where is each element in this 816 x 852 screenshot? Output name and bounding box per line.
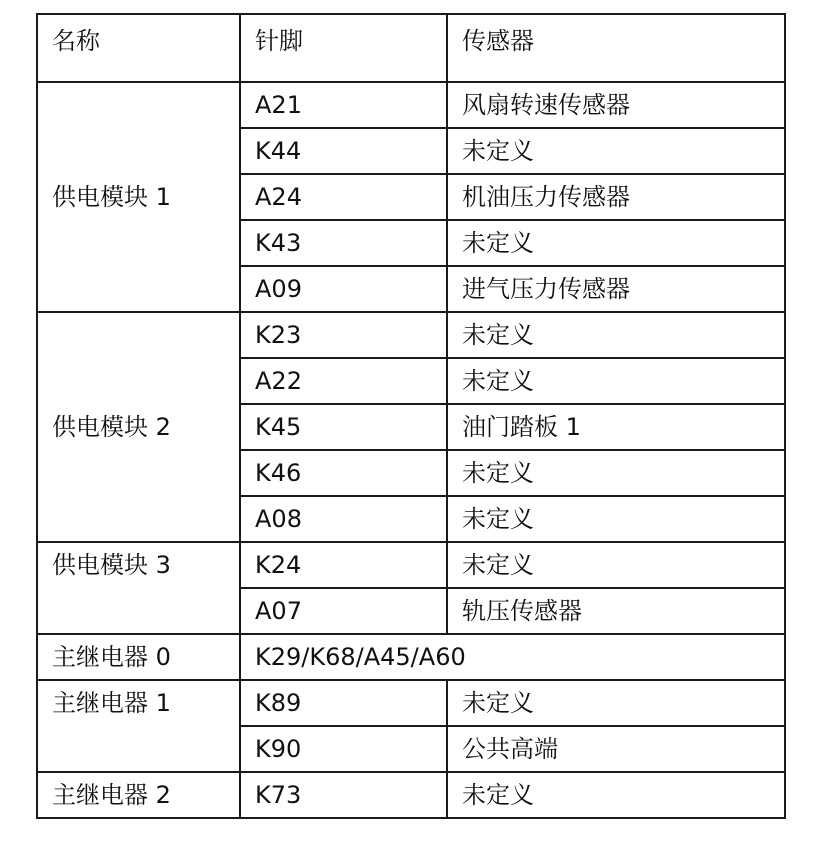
pin-cell: K45: [240, 404, 447, 450]
sensor-cell: 机油压力传感器: [447, 174, 785, 220]
pin-cell: K43: [240, 220, 447, 266]
group-name-cell: 主继电器 2: [37, 772, 240, 818]
group-name-cell: 供电模块 1: [37, 82, 240, 312]
sensor-cell: 风扇转速传感器: [447, 82, 785, 128]
pin-cell: A08: [240, 496, 447, 542]
pin-cell: K73: [240, 772, 447, 818]
pin-cell: A22: [240, 358, 447, 404]
table-row: [37, 772, 785, 818]
pin-cell: A07: [240, 588, 447, 634]
table-header-row: [37, 14, 785, 82]
header-sensor: 传感器: [447, 14, 785, 82]
pin-sensor-table: [36, 13, 786, 819]
table-row: [37, 634, 785, 680]
sensor-cell: 未定义: [447, 312, 785, 358]
sensor-cell: 公共高端: [447, 726, 785, 772]
pin-cell: K89: [240, 680, 447, 726]
header-pin: 针脚: [240, 14, 447, 82]
group-name-cell: 供电模块 3: [37, 542, 240, 634]
pin-cell: A24: [240, 174, 447, 220]
sensor-cell: 未定义: [447, 128, 785, 174]
pin-cell: K24: [240, 542, 447, 588]
pin-cell: K46: [240, 450, 447, 496]
sensor-cell: 未定义: [447, 772, 785, 818]
sensor-cell: 轨压传感器: [447, 588, 785, 634]
sensor-cell: 未定义: [447, 220, 785, 266]
table-row: [37, 312, 785, 358]
sensor-cell: 未定义: [447, 358, 785, 404]
pin-cell: K44: [240, 128, 447, 174]
table-row: [37, 542, 785, 588]
table-row: [37, 82, 785, 128]
group-name-cell: 主继电器 0: [37, 634, 240, 680]
group-name-cell: 供电模块 2: [37, 312, 240, 542]
sensor-cell: 未定义: [447, 496, 785, 542]
sensor-cell: 未定义: [447, 450, 785, 496]
header-name: 名称: [37, 14, 240, 82]
sensor-cell: 未定义: [447, 680, 785, 726]
sensor-cell: 进气压力传感器: [447, 266, 785, 312]
merged-pin-cell: K29/K68/A45/A60: [240, 634, 785, 680]
sensor-cell: 未定义: [447, 542, 785, 588]
pin-cell: A21: [240, 82, 447, 128]
group-name-cell: 主继电器 1: [37, 680, 240, 772]
sensor-cell: 油门踏板 1: [447, 404, 785, 450]
table-row: [37, 680, 785, 726]
pin-table-sheet: [36, 13, 784, 850]
pin-cell: K23: [240, 312, 447, 358]
pin-cell: K90: [240, 726, 447, 772]
pin-cell: A09: [240, 266, 447, 312]
